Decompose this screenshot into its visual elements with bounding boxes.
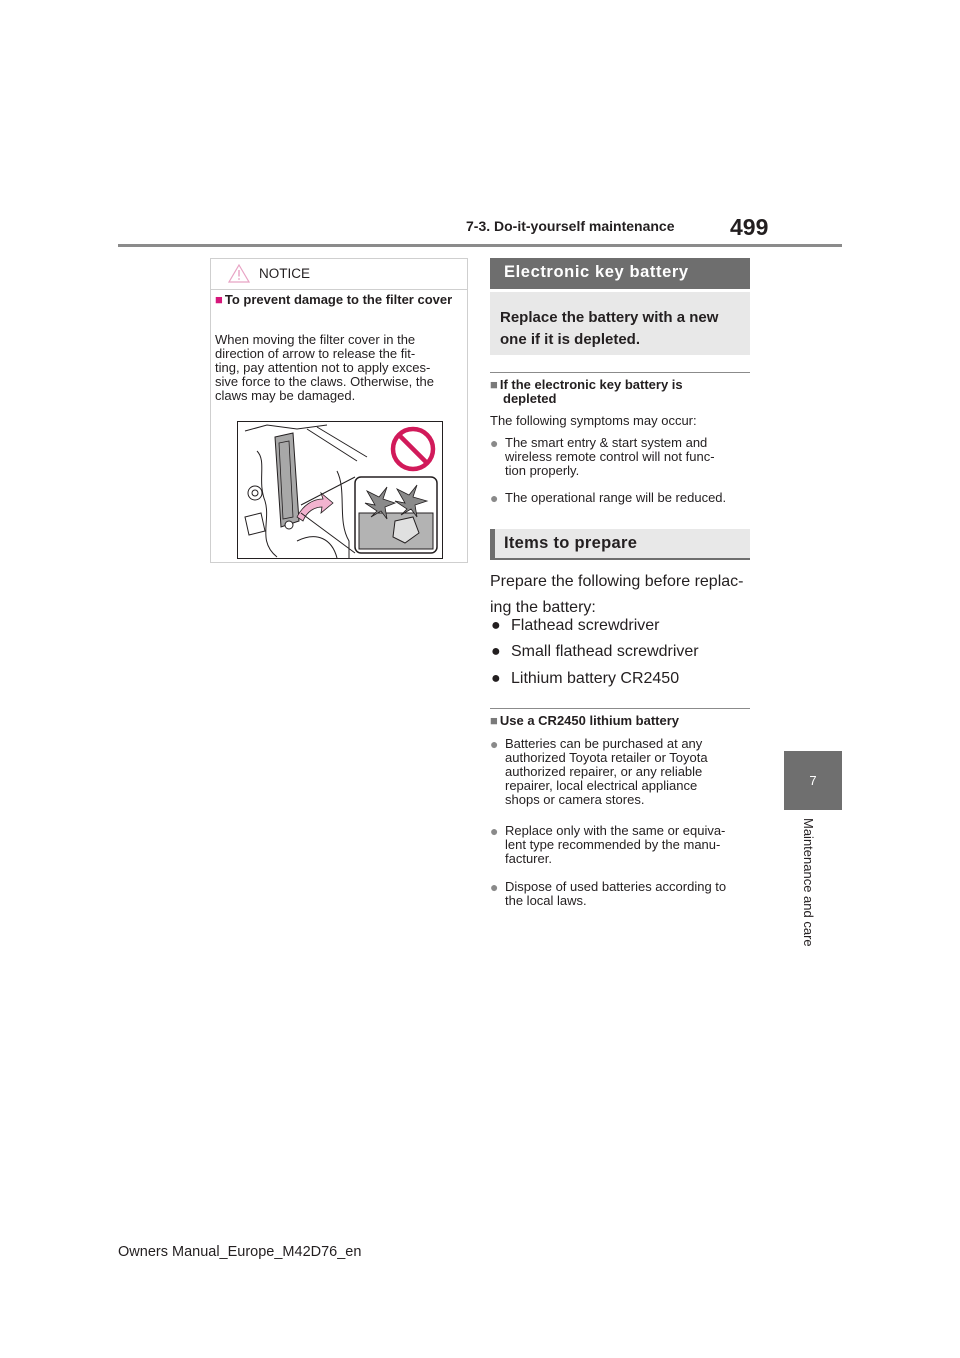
- battery-note-heading: ■ Use a CR2450 lithium battery: [490, 713, 680, 728]
- bullet-icon: ●: [491, 617, 501, 634]
- page-number: 499: [730, 214, 769, 240]
- chapter-title-vertical: [801, 818, 823, 988]
- header-underline: [490, 558, 750, 560]
- header-accent-bar: [490, 529, 495, 560]
- section-rule: [490, 372, 750, 373]
- bullet-icon: ●: [491, 643, 501, 660]
- electronic-key-battery-title: Electronic key battery: [504, 263, 689, 281]
- notice-header: [211, 259, 467, 290]
- notice-box: [210, 258, 468, 563]
- chapter-number: 7: [809, 773, 817, 788]
- electronic-key-lead: Replace the battery with a new one if it is depleted.: [500, 309, 719, 348]
- notice-label: NOTICE: [259, 266, 311, 281]
- filter-cover-illustration: [237, 421, 443, 559]
- chapter-title: Maintenance and care: [801, 818, 816, 947]
- warning-triangle-icon: [228, 264, 250, 283]
- section-title: 7-3. Do-it-yourself maintenance: [466, 218, 675, 234]
- items-to-prepare-header: [490, 529, 750, 560]
- chapter-tab[interactable]: [784, 751, 842, 810]
- section-rule: [490, 708, 750, 709]
- bullet-icon: ●: [490, 435, 499, 451]
- bullet-icon: ●: [490, 879, 499, 895]
- electronic-key-battery-header: [490, 258, 750, 289]
- document-id: Owners Manual_Europe_M42D76_en: [118, 1244, 362, 1260]
- depleted-intro: The following symptoms may occur:: [490, 413, 697, 428]
- bullet-icon: ●: [490, 490, 499, 506]
- notice-subheading: ■ To prevent damage to the filter cover: [215, 292, 453, 307]
- bullet-icon: ●: [491, 670, 501, 687]
- items-to-prepare-title: Items to prepare: [504, 534, 638, 552]
- depleted-heading: ■ If the electronic key battery is depleted: [490, 377, 683, 406]
- header-rule: [118, 244, 842, 247]
- electronic-key-lead-box: [490, 292, 750, 355]
- bullet-icon: ●: [490, 736, 499, 752]
- prepare-intro: Prepare the following before replac- ing the battery:: [490, 573, 744, 616]
- notice-text: When moving the filter cover in the direction of arrow to release the fit- ting, pay attention not to apply exces- sive force to the claws. Otherwise, the claws may be damaged.: [215, 332, 434, 403]
- bullet-icon: ●: [490, 823, 499, 839]
